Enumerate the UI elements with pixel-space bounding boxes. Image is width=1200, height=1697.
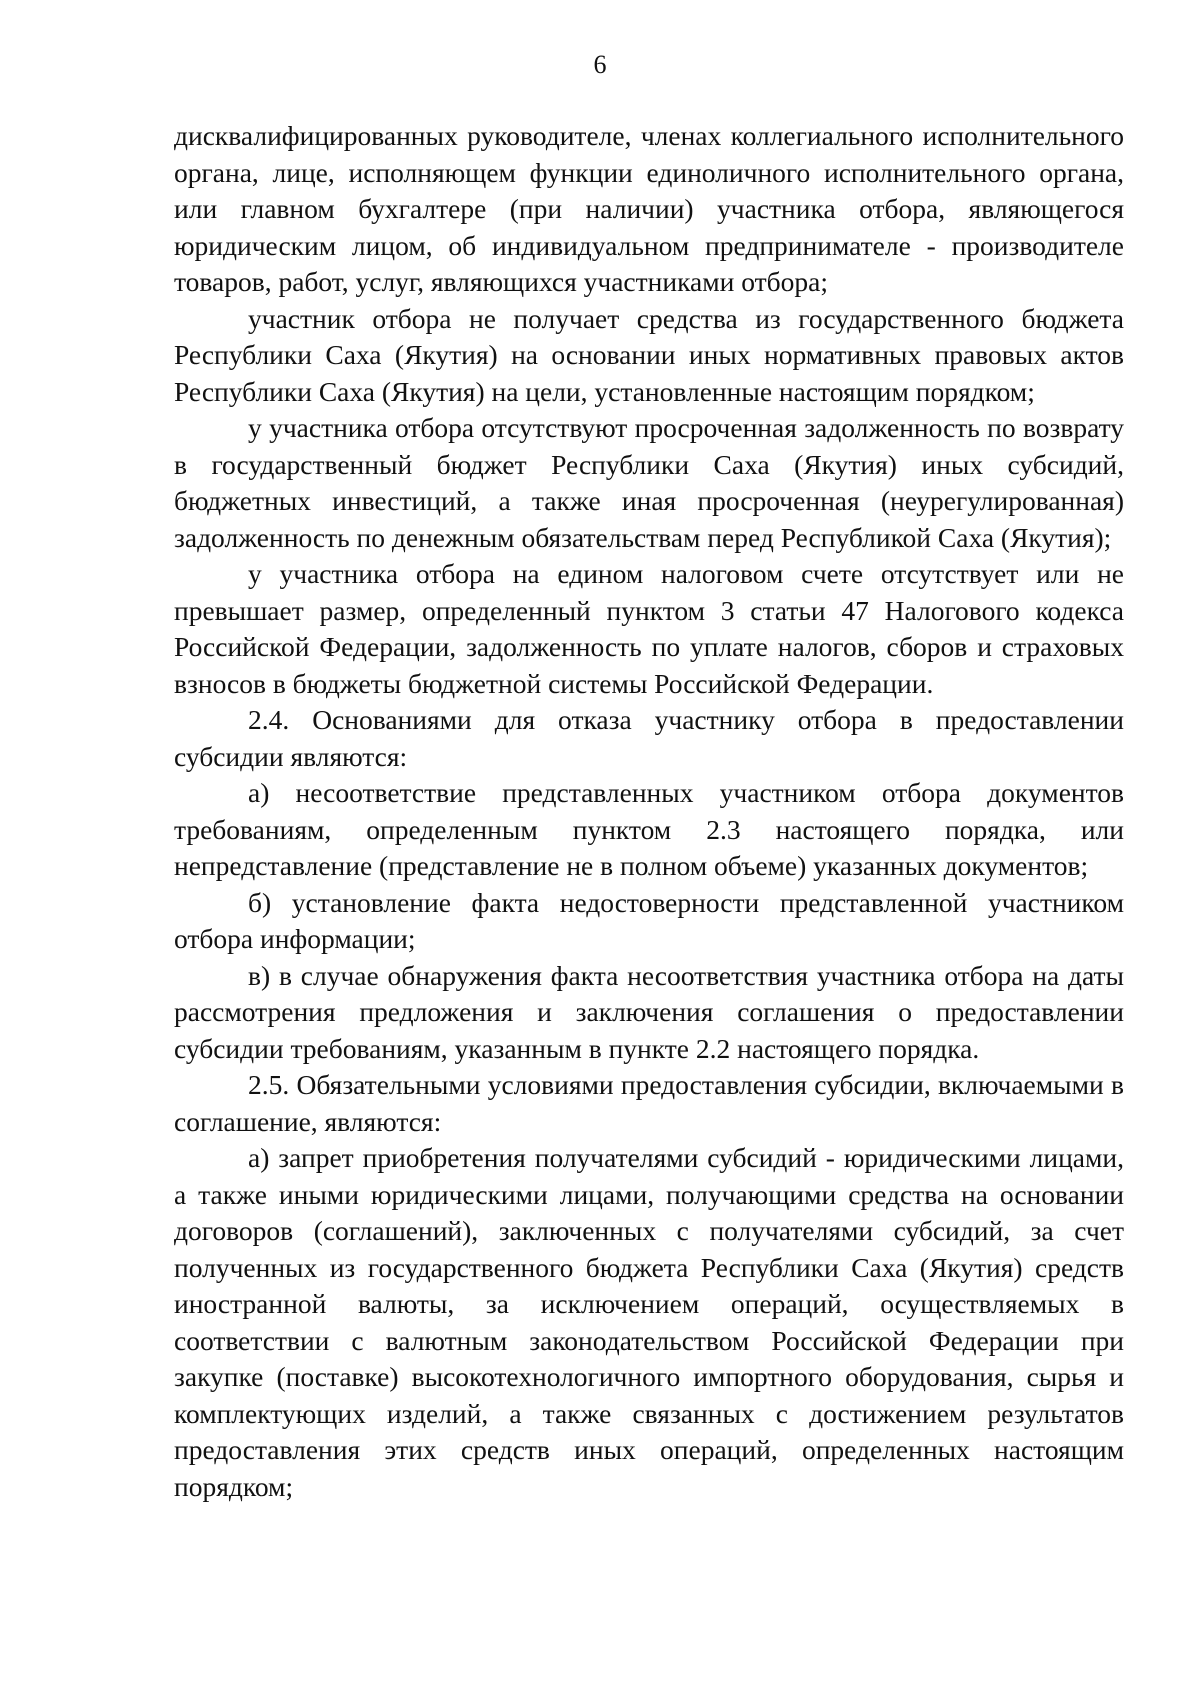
paragraph-item-b: б) установление факта недостоверности представленной участником отбора информации;: [174, 886, 1124, 954]
paragraph: у участника отбора на едином налоговом счете отсутствует или не превышает размер, определенный пунктом 3 статьи 47 Налогового кодекса Российской Федерации, задолженность по уплате налогов, сборов и страховых взносов в бюджеты бюджетной системы Российской Федерации.: [174, 558, 1124, 699]
document-body: [174, 118, 1124, 1505]
paragraph-item-a: а) запрет приобретения получателями субсидий - юридическими лицами, а также иными юридическими лицами, получающими средства на основании договоров (соглашений), заключенных с получателями субсидий, за счет полученных из государственного бюджета Республики Саха (Якутия) средств иностранной валюты, за исключением операций, осуществляемых в соответствии с валютным законодательством Российской Федерации при закупке (поставке) высокотехнологичного импортного оборудования, сырья и комплектующих изделий, а также связанных с достижением результатов предоставления этих средств иных операций, определенных настоящим порядком;: [174, 1142, 1124, 1502]
paragraph-continuation: дисквалифицированных руководителе, членах коллегиального исполнительного органа, лице, исполняющем функции единоличного исполнительного органа, или главном бухгалтере (при наличии) участника отбора, являющегося юридическим лицом, об индивидуальном предпринимателе - производителе товаров, работ, услуг, являющихся участниками отбора;: [174, 120, 1124, 297]
paragraph-clause-2-4: 2.4. Основаниями для отказа участнику отбора в предоставлении субсидии являются:: [174, 704, 1124, 772]
paragraph: у участника отбора отсутствуют просроченная задолженность по возврату в государственный бюджет Республики Саха (Якутия) иных субсидий, бюджетных инвестиций, а также иная просроченная (неурегулированная) задолженность по денежным обязательствам перед Республикой Саха (Якутия);: [174, 412, 1124, 553]
paragraph-item-a: а) несоответствие представленных участником отбора документов требованиям, определенным пунктом 2.3 настоящего порядка, или непредставление (представление не в полном объеме) указанных документов;: [174, 777, 1124, 881]
paragraph: участник отбора не получает средства из государственного бюджета Республики Саха (Якутия) на основании иных нормативных правовых актов Республики Саха (Якутия) на цели, установленные настоящим порядком;: [174, 302, 1124, 407]
paragraph-item-v: в) в случае обнаружения факта несоответствия участника отбора на даты рассмотрения предложения и заключения соглашения о предоставлении субсидии требованиям, указанным в пункте 2.2 настоящего порядка.: [174, 959, 1124, 1064]
paragraph-clause-2-5: 2.5. Обязательными условиями предоставления субсидии, включаемыми в соглашение, являются:: [174, 1069, 1124, 1137]
page-number: 6: [593, 50, 607, 79]
